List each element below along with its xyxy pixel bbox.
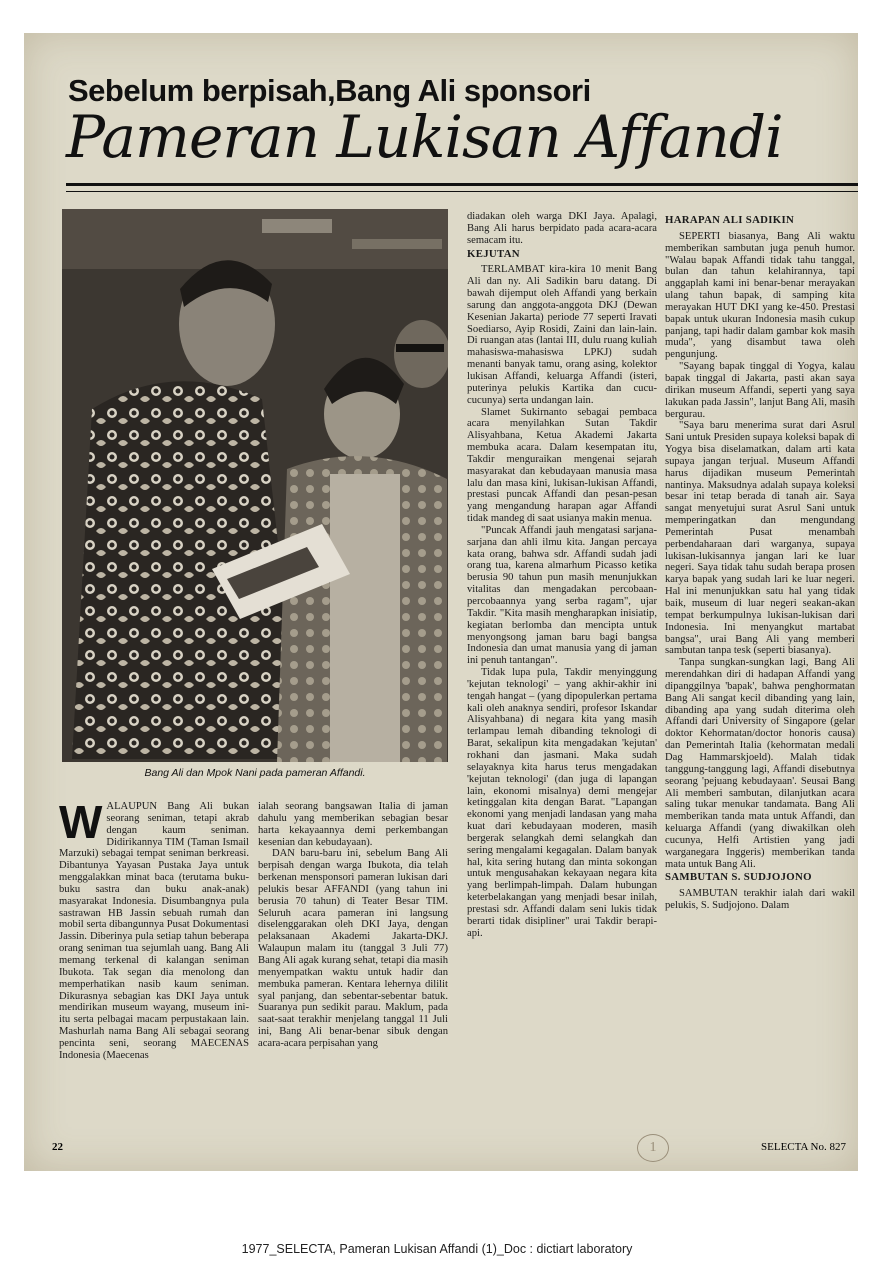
source-caption: 1977_SELECTA, Pameran Lukisan Affandi (1)_Doc : dictiart laboratory	[241, 1242, 633, 1256]
paragraph: "Saya baru menerima surat dari Asrul Sani untuk Presiden supaya koleksi bapak di Yogya bisa diselamatkan, dalam arti kata supaya jangan terjual. Museum Affandi harus dijadikan museum Pemerintah nantinya. Maksudnya adalah supaya koleksi besar ini tetap berada di tanah air. Saya sangat menyetujui surat Asrul Sani untuk memperingatkan dan mengundang Pemerintah Pusat menambah perbendaharaan dari warganya, supaya lukisan-lukisannya jangan lari ke luar negeri. Saya tidak tahu sudah berapa prosen karya bapak yang sudah lari ke luar negeri. Hal ini menunjukkan satu hal yang tidak baik, museum di luar negeri seakan-akan tempat berkumpulnya lukisan-lukisan dari Indonesia. Ini menyangkut martabat bangsa", urai Bang Ali yang memberi sambutan tanpa tesk (seperti biasanya).	[665, 420, 855, 657]
page-number: 22	[52, 1141, 63, 1153]
column-1	[59, 796, 249, 1062]
paragraph: Tidak lupa pula, Takdir menyinggung 'kejutan teknologi' – yang akhir-akhir ini tengah hangat – (yang dipopulerkan pertama kali oleh anaknya sendiri, profesor Iskandar Alisyahbana) di negara kita yang masih terlampau lemah dibanding teknologi di Barat, sekalipun kita mengadakan 'kejutan' rokhani dan jasmani. Maka sudah selayaknya kita harus terus mengadakan 'kejutan teknologi' (dan juga di lapangan lain, ekonomi misalnya) demi mengejar ketinggalan kita dengan Barat. "Lapangan ekonomi yang menjadi landasan yang maha kuat dari kebudayaan moderen, masih bergerak selangkah demi selangkah dan sering mengalami kegagalan. Dalam banyak hal, kita sering hutang dan minta sokongan untuk mengusahakan kekayaan negara kita yang berlimpah-limpah. Dalam hubungan keterbelakangan yang menjadi besar inilah, prestasi sdr. Affandi dalam seni lukis tidak berarti tidak disipliner" urai Takdir berapi-api.	[467, 667, 657, 939]
archive-stamp: 1	[637, 1134, 669, 1162]
section-heading: KEJUTAN	[467, 247, 520, 260]
section-heading: HARAPAN ALI SADIKIN	[665, 214, 795, 226]
paragraph: Slamet Sukirnanto sebagai pembaca acara menyilahkan Sutan Takdir Alisyahbana, Ketua Akademi Jakarta membuka acara. Dalam kesempatan itu, Takdir menguraikan mengenai sejarah masyarakat dan kebudayaan manusia masa lalu dan masa kini, lukisan-lukisan Affandi, prestasi puncak Affandi dan pesan-pesan yang mengandung harapan agar Affandi tidak mandeg di saat usianya makin menua.	[467, 406, 657, 525]
issue-label: SELECTA No. 827	[761, 1141, 846, 1153]
intro-paragraph	[59, 796, 249, 1062]
paragraph: TERLAMBAT kira-kira 10 menit Bang Ali dan ny. Ali Sadikin baru datang. Di bawah dijemput oleh Affandi yang berkain sarung dan anggota-anggota DKJ (Dewan Kesenian Jakarta) periode 77 seperti Iravati Soediarso, Ayip Rosidi, Zaini dan lain-lain. Di ruangan atas (lantai III, dulu ruang kuliah mahasiswa-mahasiswa LPKJ) sudah menanti banyak tamu, orang asing, kolektor lukisan Affandi, keluarga Affandi (isteri, puterinya pelukis Kartika dan cucu-cucunya) serta undangan lain.	[467, 264, 657, 406]
intro-text: ALAUPUN Bang Ali bukan seorang seniman, tetapi akrab dengan kaum seniman. Didirikannya TIM (Taman Ismail Marzuki) sebagai tempat seniman berkreasi. Dibantunya Yayasan Pustaka Jaya untuk menggalakkan minat baca (terutama buku-buku sastra dan buku anak-anak) masyarakat Indonesia. Disumbangnya pula sastrawan HB Jassin sebuah rumah dan mobil serta dibangunnya Pusat Dokumentasi Jassin. Diberinya pula setiap tahun beberapa orang seniman tua sejumlah uang. Bang Ali memang terkenal di kalangan seniman Ibukota. Tak segan dia menolong dan memperhatikan nasib kaum seniman. Dikurasnya sebagian kas DKI Jaya untuk mendirikan museum wayang, museum ini-itu serta pelbagai macam perpustakaan lain. Mashurlah nama Bang Ali sebagai seorang pencinta seni, seorang MAECENAS Indonesia (Maecenas	[59, 801, 249, 1061]
paragraph: "Sayang bapak tinggal di Yogya, kalau bapak tinggal di Jakarta, pasti akan saya dirikan museum Affandi, seperti yang saya lakukan pada Jassin", lanjut Bang Ali, masih bergurau.	[665, 361, 855, 420]
article-photo	[62, 209, 448, 762]
column-4	[665, 213, 855, 912]
paragraph: diadakan oleh warga DKI Jaya. Apalagi, Bang Ali harus berpidato pada acara-acara semacam itu.	[467, 211, 657, 246]
photo-illustration	[62, 209, 448, 762]
photo-caption: Bang Ali dan Mpok Nani pada pameran Affandi.	[144, 767, 366, 779]
paragraph: "Puncak Affandi jauh mengatasi sarjana-sarjana dan ahli ilmu kita. Jangan percaya kata orang, bahwa sdr. Affandi sudah jadi orang tua, karena almarhum Picasso ketika berusia 90 tahun pun masih menunjukkan vitalitas dan mengadakan percobaan-percobaannya yang serba ragam", ujar Takdir. "Kita masih mengharapkan inisiatip, kegiatan berlomba dan mencipta untuk menyongsong jaman baru bagi bangsa Indonesia dan umat manusia yang di jaman ini penuh tantangan".	[467, 524, 657, 667]
title-rule-thin	[66, 191, 858, 192]
title-rule	[66, 183, 858, 186]
paragraph: DAN baru-baru ini, sebelum Bang Ali berpisah dengan warga Ibukota, dia telah berkenan mensponsori pameran lukisan dari pelukis besar AFFANDI (yang tahun ini berusia 70 tahun) di Teater Besar TIM. Seluruh acara pameran ini langsung diselenggarakan oleh DKI Jaya, dengan pelaksanaan Akademi Jakarta-DKJ. Walaupun malam itu (tanggal 3 Juli 77) Bang Ali agak kurang sehat, tetapi dia masih menyempatkan waktu untuk hadir dan membuka pameran. Kentara lehernya dililit syal panjang, dan sebentar-sebentar batuk. Suaranya pun sedikit parau. Maklum, pada saat-saat terakhir menjelang tanggal 11 Juli ini, Bang Ali benar-benar sibuk dengan acara-acara perpisahan yang	[258, 848, 448, 1049]
paragraph: Tanpa sungkan-sungkan lagi, Bang Ali merendahkan diri di hadapan Affandi yang dipanggilnya 'bapak', bahwa penghormatan Bang Ali sangat kecil dibanding yang lain, dibanding apa yang sudah diterima oleh Affandi dari University of Singapore (gelar doktor Kehormatan/doctor honoris causa) dan Pemerintah Italia (kehormatan medali Dag Hammarskjoeld). Malah tidak tanggung-tanggung lagi, Affandi disebutnya seorang 'pejuang kebudayaan'. Seusai Bang Ali memberi sambutan, dilanjutkan acara saling tukar menukar tandamata. Bang Ali memberikan tanda mata untuk Affandi, dan keluarga Affandi (yang diwakilkan oleh cucunya, Helfi Artistien yang jadi warganegara Inggeris) memberikan tanda mata untuk Bang Ali.	[665, 657, 855, 870]
article-kicker: Sebelum berpisah,Bang Ali sponsori	[68, 73, 591, 108]
article-title: Pameran Lukisan Affandi	[66, 103, 783, 171]
magazine-page	[24, 33, 858, 1171]
column-2	[258, 801, 448, 1050]
paragraph: SAMBUTAN terakhir ialah dari wakil pelukis, S. Sudjojono. Dalam	[665, 888, 855, 912]
section-heading: SAMBUTAN S. SUDJOJONO	[665, 871, 812, 884]
paragraph: SEPERTI biasanya, Bang Ali waktu memberikan sambutan juga penuh humor. "Walau bapak Affandi tidak tahu tanggal, bulan dan tahun kelahirannya, tapi anggaplah kami ini benar-benar merayakan ulang tahun bapak, di samping kita merayakan HUT DKI yang ke-450. Prestasi bapak untuk ukuran Indonesia masih cukup panjang, tapi hadir dalam gambar kok masih muda", yang disambut tawa oleh pengunjung.	[665, 230, 855, 361]
drop-cap: W	[59, 796, 103, 848]
column-3	[467, 211, 657, 939]
paragraph: ialah seorang bangsawan Italia di jaman dahulu yang memberikan sebagian besar harta kekayaannya demi perkembangan kesenian dan kebudayaan).	[258, 801, 448, 848]
